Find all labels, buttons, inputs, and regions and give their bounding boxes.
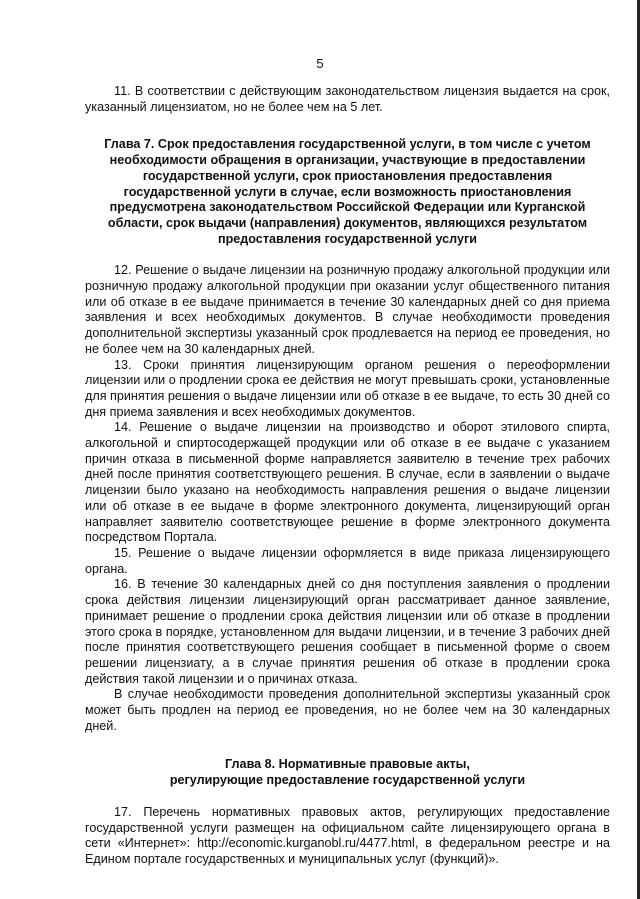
paragraph-15: 15. Решение о выдаче лицензии оформляется в виде приказа лицензирующего органа. <box>85 545 610 576</box>
paragraph-16-continuation: В случае необходимости проведения дополнительной экспертизы указанный срок может быть продлен на период ее проведения, но не более чем на 30 календарных дней. <box>85 687 610 733</box>
chapter-7-heading: Глава 7. Срок предоставления государственной услуги, в том числе с учетом необходимости обращения в организации, участвующие в предоставлении государственной услуги, срок приостановления предоставления государственной услуги в случае, если возможность приостановления предусмотрена законодательством Российской Федерации или Курганской области, срок выдачи (направления) документов, являющихся результатом предоставления государственной услуги <box>104 137 591 246</box>
chapter-8-heading-line1: Глава 8. Нормативные правовые акты, <box>225 757 470 772</box>
document-body <box>85 84 610 868</box>
paragraph-17: 17. Перечень нормативных правовых актов, регулирующих предоставление государственной услуги размещен на официальном сайте лицензирующего органа в сети «Интернет»: http://economic.kurganobl.ru/4477.html, в федеральном реестре и на Едином портале государственных и муниципальных услуг (функций)». <box>85 804 610 866</box>
chapter-8-heading-line2: регулирующие предоставление государственной услуги <box>169 773 526 788</box>
paragraph-12: 12. Решение о выдаче лицензии на розничную продажу алкогольной продукции или розничную продажу алкогольной продукции при оказании услуг общественного питания или об отказе в ее выдаче принимается в течение 30 календарных дней со дня приема заявления и всех необходимых документов. В случае необходимости проведения дополнительной экспертизы указанный срок продлевается на период ее проведения, но не более чем на 30 календарных дней. <box>85 263 610 356</box>
paragraph-16: 16. В течение 30 календарных дней со дня поступления заявления о продлении срока действия лицензии лицензирующий орган рассматривает данное заявление, принимает решение о продлении срока действия лицензии или об отказе в продлении этого срока в порядке, установленном для выдачи лицензии, и в течение 3 рабочих дней после принятия соответствующего решения сообщает в письменной форме о своем решении лицензиату, а в случае принятия решения об отказе в продлении срока действия такой лицензии и о причинах отказа. <box>85 577 610 686</box>
chapter-8-heading <box>85 757 610 788</box>
page-number: 5 <box>316 56 324 71</box>
paragraph-13: 13. Сроки принятия лицензирующим органом решения о переоформлении лицензии или о продлении срока ее действия не могут превышать сроки, установленные для принятия решения о выдаче лицензии или об отказе в ее выдаче, то есть 30 дней со дня приема заявления и всех необходимых документов. <box>85 357 610 419</box>
paragraph-11: 11. В соответствии с действующим законодательством лицензия выдается на срок, указанный лицензиатом, но не более чем на 5 лет. <box>85 84 610 114</box>
paragraph-14: 14. Решение о выдаче лицензии на производство и оборот этилового спирта, алкогольной и спиртосодержащей продукции или об отказе в ее выдаче с указанием причин отказа в письменной форме направляется заявителю в течение трех рабочих дней после принятия соответствующего решения. В случае, если в заявлении о выдаче лицензии было указано на необходимость направления решения о выдаче лицензии или об отказе в ее выдаче в форме электронного документа, лицензирующий орган направляет заявителю соответствующее решение в форме электронного документа посредством Портала. <box>85 420 610 545</box>
